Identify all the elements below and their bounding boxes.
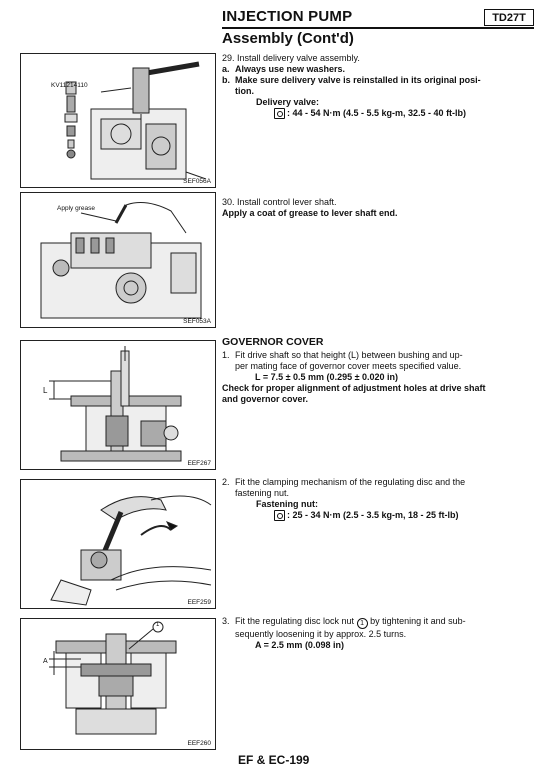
alignment-note-line-2: and governor cover.	[222, 394, 309, 404]
step-29	[222, 53, 534, 119]
fastening-nut-torque: : 25 - 34 N·m (2.5 - 3.5 kg-m, 18 - 25 ft-lb)	[222, 510, 534, 521]
governor-step-1: 1. Fit drive shaft so that height (L) between bushing and up- per mating face of governor cover meets specified value.	[222, 350, 463, 371]
figure-code: SEF053A	[183, 318, 211, 325]
delivery-valve-illustration	[21, 54, 215, 187]
alignment-note-line-1: Check for proper alignment of adjustment holes at drive shaft	[222, 383, 486, 393]
fastening-nut-spec-label: Fastening nut:	[256, 499, 318, 509]
tool-number-label: KV11214110	[51, 82, 88, 89]
figure-fastening-nut	[20, 479, 216, 609]
step-30-title: 30. Install control lever shaft.	[222, 197, 337, 207]
figure-control-lever	[20, 192, 216, 328]
figure-code: EEF260	[187, 740, 211, 747]
step-30-note: Apply a coat of grease to lever shaft end.	[222, 208, 398, 218]
section-title: Assembly (Cont'd)	[222, 30, 354, 47]
figure-code: EEF267	[187, 460, 211, 467]
drive-shaft-section-illustration	[21, 341, 215, 469]
apply-grease-label: Apply grease	[57, 205, 95, 212]
delivery-valve-spec-label: Delivery valve:	[256, 97, 320, 107]
step-30	[222, 197, 534, 219]
control-lever-illustration	[21, 193, 215, 327]
step-29-title: 29. Install delivery valve assembly.	[222, 53, 360, 63]
lock-nut-section-illustration	[21, 619, 215, 749]
figure-lock-nut	[20, 618, 216, 750]
figure-drive-shaft-height	[20, 340, 216, 470]
fastening-nut-illustration	[21, 480, 215, 608]
governor-cover-heading: GOVERNOR COVER	[222, 336, 324, 348]
delivery-valve-torque: : 44 - 54 N·m (4.5 - 5.5 kg-m, 32.5 - 40 ft-lb)	[222, 108, 534, 119]
dimension-a-spec: A = 2.5 mm (0.098 in)	[255, 640, 344, 650]
figure-code: SEF056A	[183, 178, 211, 185]
governor-step-3: 3. Fit the regulating disc lock nut 1 by tightening it and sub- sequently loosening it by approx. 2.5 turns. A = 2.5 mm (0.098 in)	[222, 616, 534, 651]
model-badge: TD27T	[484, 9, 534, 26]
figure-delivery-valve	[20, 53, 216, 188]
figure-code: EEF259	[187, 599, 211, 606]
page-number: EF & EC-199	[238, 753, 310, 767]
page-header-title: INJECTION PUMP	[222, 8, 353, 25]
callout-circle-1: 1	[357, 618, 368, 629]
dimension-l-label: L	[43, 386, 48, 395]
dimension-a-label: A	[43, 658, 48, 665]
header-rule	[222, 27, 534, 29]
torque-icon	[274, 510, 285, 521]
callout-number: 1	[156, 622, 160, 628]
torque-icon	[274, 108, 285, 119]
step-29-a: a. Always use new washers.	[222, 64, 346, 74]
governor-cover-section	[222, 337, 534, 405]
governor-step-2: 2. Fit the clamping mechanism of the regulating disc and the fastening nut. Fastening nut: : 25 - 34 N·m (2.5 - 3.5 kg-m, 18 - 25 ft-lb)	[222, 477, 534, 521]
height-l-spec: L = 7.5 ± 0.5 mm (0.295 ± 0.020 in)	[255, 372, 399, 382]
step-29-b: b. Make sure delivery valve is reinstalled in its original posi- tion.	[222, 75, 481, 96]
